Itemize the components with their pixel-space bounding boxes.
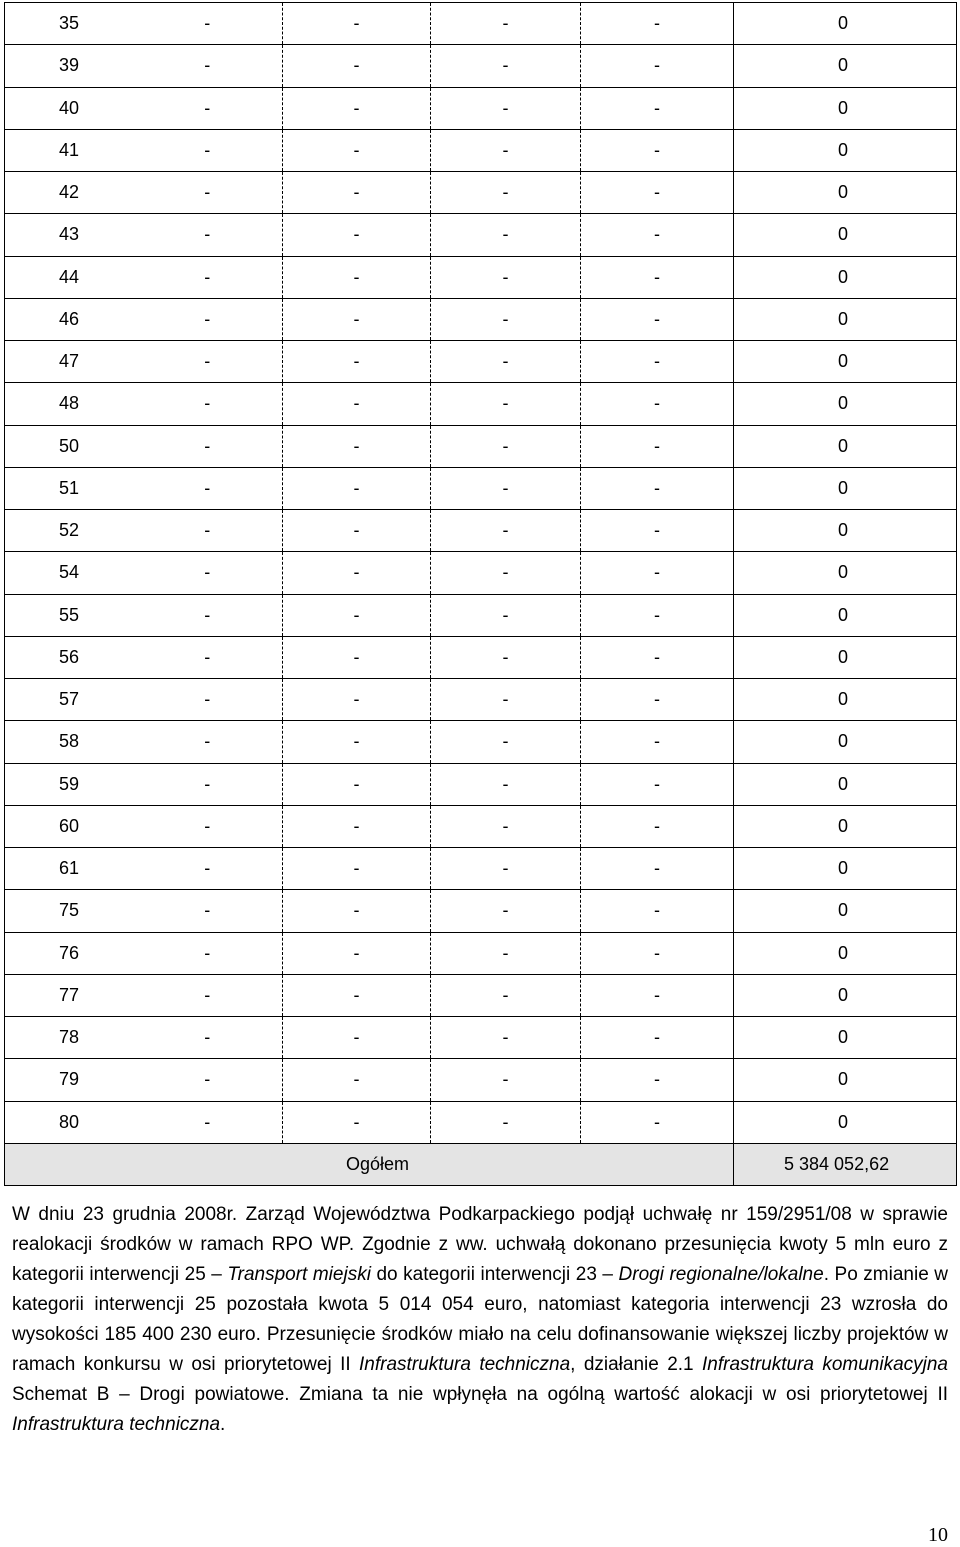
dash-cell: - — [283, 721, 431, 763]
category-code-cell: 56 — [5, 636, 133, 678]
value-cell: 0 — [734, 129, 957, 171]
dash-cell: - — [283, 341, 431, 383]
dash-cell: - — [283, 1017, 431, 1059]
dash-cell: - — [283, 256, 431, 298]
dash-cell: - — [431, 636, 581, 678]
total-row — [5, 1143, 957, 1185]
dash-cell: - — [283, 467, 431, 509]
value-cell: 0 — [734, 932, 957, 974]
category-code-cell: 60 — [5, 805, 133, 847]
dash-cell: - — [133, 298, 283, 340]
dash-cell: - — [133, 721, 283, 763]
dash-cell: - — [133, 763, 283, 805]
value-cell: 0 — [734, 594, 957, 636]
table-row — [5, 1017, 957, 1059]
dash-cell: - — [581, 721, 734, 763]
dash-cell: - — [431, 298, 581, 340]
category-code-cell: 41 — [5, 129, 133, 171]
dash-cell: - — [133, 467, 283, 509]
table-row — [5, 425, 957, 467]
table-row — [5, 298, 957, 340]
category-code-cell: 77 — [5, 974, 133, 1016]
dash-cell: - — [283, 636, 431, 678]
table-row — [5, 679, 957, 721]
dash-cell: - — [133, 1059, 283, 1101]
dash-cell: - — [431, 1101, 581, 1143]
dash-cell: - — [133, 594, 283, 636]
dash-cell: - — [431, 214, 581, 256]
value-cell: 0 — [734, 974, 957, 1016]
dash-cell: - — [581, 932, 734, 974]
table-row — [5, 594, 957, 636]
table-row — [5, 383, 957, 425]
para-text-1: W dniu 23 grudnia 2008r. Zarząd Województwa Podkarpackiego podjął uchwałę nr 159/2951/08 w sprawie realokacji środków w ramach RPO WP. Zgodnie z ww. uchwałą dokonano przesunięcia kwoty 5 mln euro z kategorii interwencji 25 – — [12, 1204, 948, 1285]
value-cell: 0 — [734, 45, 957, 87]
dash-cell: - — [581, 3, 734, 45]
para-italic-4: Infrastruktura komunikacyjna — [702, 1354, 948, 1375]
table-row — [5, 805, 957, 847]
table-row — [5, 932, 957, 974]
table-row — [5, 341, 957, 383]
value-cell: 0 — [734, 1101, 957, 1143]
para-text-3: . Po zmianie w kategorii interwencji 25 pozostała kwota 5 014 054 euro, natomiast kategoria interwencji 23 wzrosła do wysokości 185 400 230 euro. Przesunięcie środków miało na celu dofinansowanie większej liczby projektów w ramach konkursu w osi priorytetowej II — [12, 1264, 949, 1375]
dash-cell: - — [283, 510, 431, 552]
dash-cell: - — [431, 467, 581, 509]
dash-cell: - — [283, 298, 431, 340]
dash-cell: - — [581, 594, 734, 636]
para-italic-5: Infrastruktura techniczna — [12, 1414, 221, 1435]
dash-cell: - — [283, 45, 431, 87]
category-code-cell: 47 — [5, 341, 133, 383]
category-code-cell: 35 — [5, 3, 133, 45]
category-code-cell: 55 — [5, 594, 133, 636]
dash-cell: - — [581, 1017, 734, 1059]
table-row — [5, 890, 957, 932]
dash-cell: - — [133, 805, 283, 847]
dash-cell: - — [431, 45, 581, 87]
dash-cell: - — [581, 256, 734, 298]
category-code-cell: 78 — [5, 1017, 133, 1059]
dash-cell: - — [431, 890, 581, 932]
category-code-cell: 44 — [5, 256, 133, 298]
category-code-cell: 61 — [5, 848, 133, 890]
dash-cell: - — [431, 552, 581, 594]
dash-cell: - — [283, 383, 431, 425]
category-code-cell: 80 — [5, 1101, 133, 1143]
value-cell: 0 — [734, 341, 957, 383]
dash-cell: - — [431, 679, 581, 721]
table-row — [5, 552, 957, 594]
value-cell: 0 — [734, 510, 957, 552]
dash-cell: - — [283, 129, 431, 171]
category-code-cell: 58 — [5, 721, 133, 763]
table-row — [5, 1101, 957, 1143]
dash-cell: - — [581, 214, 734, 256]
dash-cell: - — [581, 129, 734, 171]
table-row — [5, 510, 957, 552]
allocation-table — [4, 2, 957, 1186]
table-row — [5, 721, 957, 763]
para-text-6: . — [220, 1414, 226, 1435]
dash-cell: - — [581, 87, 734, 129]
table-row — [5, 974, 957, 1016]
category-code-cell: 75 — [5, 890, 133, 932]
category-code-cell: 40 — [5, 87, 133, 129]
dash-cell: - — [581, 298, 734, 340]
dash-cell: - — [283, 932, 431, 974]
dash-cell: - — [431, 3, 581, 45]
dash-cell: - — [431, 172, 581, 214]
dash-cell: - — [283, 172, 431, 214]
dash-cell: - — [581, 974, 734, 1016]
dash-cell: - — [133, 3, 283, 45]
dash-cell: - — [133, 341, 283, 383]
dash-cell: - — [431, 1059, 581, 1101]
table-row — [5, 45, 957, 87]
dash-cell: - — [581, 1059, 734, 1101]
category-code-cell: 76 — [5, 932, 133, 974]
dash-cell: - — [133, 1017, 283, 1059]
dash-cell: - — [431, 256, 581, 298]
dash-cell: - — [431, 510, 581, 552]
dash-cell: - — [431, 425, 581, 467]
dash-cell: - — [431, 848, 581, 890]
page-number: 10 — [928, 1524, 948, 1546]
dash-cell: - — [133, 425, 283, 467]
dash-cell: - — [431, 1017, 581, 1059]
dash-cell: - — [133, 172, 283, 214]
table-row — [5, 3, 957, 45]
value-cell: 0 — [734, 298, 957, 340]
value-cell: 0 — [734, 383, 957, 425]
dash-cell: - — [581, 552, 734, 594]
dash-cell: - — [133, 1101, 283, 1143]
value-cell: 0 — [734, 1059, 957, 1101]
category-code-cell: 52 — [5, 510, 133, 552]
dash-cell: - — [581, 763, 734, 805]
value-cell: 0 — [734, 3, 957, 45]
category-code-cell: 42 — [5, 172, 133, 214]
category-code-cell: 79 — [5, 1059, 133, 1101]
value-cell: 0 — [734, 425, 957, 467]
value-cell: 0 — [734, 721, 957, 763]
dash-cell: - — [431, 87, 581, 129]
dash-cell: - — [283, 552, 431, 594]
dash-cell: - — [133, 890, 283, 932]
dash-cell: - — [283, 1059, 431, 1101]
category-code-cell: 51 — [5, 467, 133, 509]
dash-cell: - — [283, 848, 431, 890]
category-code-cell: 59 — [5, 763, 133, 805]
dash-cell: - — [431, 721, 581, 763]
dash-cell: - — [283, 974, 431, 1016]
dash-cell: - — [581, 383, 734, 425]
category-code-cell: 43 — [5, 214, 133, 256]
dash-cell: - — [581, 467, 734, 509]
table-row — [5, 214, 957, 256]
dash-cell: - — [133, 552, 283, 594]
category-code-cell: 48 — [5, 383, 133, 425]
realocation-paragraph — [12, 1200, 948, 1440]
dash-cell: - — [581, 172, 734, 214]
table-row — [5, 848, 957, 890]
dash-cell: - — [431, 594, 581, 636]
value-cell: 0 — [734, 87, 957, 129]
dash-cell: - — [431, 932, 581, 974]
value-cell: 0 — [734, 890, 957, 932]
dash-cell: - — [133, 848, 283, 890]
table-row — [5, 87, 957, 129]
value-cell: 0 — [734, 805, 957, 847]
dash-cell: - — [283, 594, 431, 636]
value-cell: 0 — [734, 256, 957, 298]
dash-cell: - — [133, 932, 283, 974]
dash-cell: - — [581, 890, 734, 932]
dash-cell: - — [283, 425, 431, 467]
dash-cell: - — [133, 636, 283, 678]
dash-cell: - — [133, 87, 283, 129]
dash-cell: - — [133, 510, 283, 552]
total-label: Ogółem — [5, 1143, 734, 1185]
value-cell: 0 — [734, 1017, 957, 1059]
value-cell: 0 — [734, 679, 957, 721]
dash-cell: - — [431, 129, 581, 171]
dash-cell: - — [581, 45, 734, 87]
table-row — [5, 467, 957, 509]
table-row — [5, 256, 957, 298]
value-cell: 0 — [734, 467, 957, 509]
category-code-cell: 50 — [5, 425, 133, 467]
dash-cell: - — [133, 679, 283, 721]
value-cell: 0 — [734, 552, 957, 594]
dash-cell: - — [581, 636, 734, 678]
dash-cell: - — [581, 679, 734, 721]
dash-cell: - — [283, 763, 431, 805]
dash-cell: - — [431, 341, 581, 383]
table-row — [5, 763, 957, 805]
value-cell: 0 — [734, 763, 957, 805]
table-row — [5, 636, 957, 678]
category-code-cell: 39 — [5, 45, 133, 87]
dash-cell: - — [581, 805, 734, 847]
value-cell: 0 — [734, 172, 957, 214]
dash-cell: - — [283, 214, 431, 256]
para-italic-1: Transport miejski — [227, 1264, 371, 1285]
para-text-5: Schemat B – Drogi powiatowe. Zmiana ta nie wpłynęła na ogólną wartość alokacji w osi priorytetowej II — [12, 1384, 948, 1405]
dash-cell: - — [283, 805, 431, 847]
category-code-cell: 57 — [5, 679, 133, 721]
dash-cell: - — [581, 1101, 734, 1143]
table-row — [5, 129, 957, 171]
value-cell: 0 — [734, 848, 957, 890]
dash-cell: - — [431, 974, 581, 1016]
dash-cell: - — [133, 256, 283, 298]
dash-cell: - — [283, 679, 431, 721]
dash-cell: - — [133, 383, 283, 425]
dash-cell: - — [133, 45, 283, 87]
para-italic-2: Drogi regionalne/lokalne — [618, 1264, 824, 1285]
value-cell: 0 — [734, 214, 957, 256]
dash-cell: - — [133, 214, 283, 256]
dash-cell: - — [581, 341, 734, 383]
dash-cell: - — [581, 848, 734, 890]
dash-cell: - — [283, 3, 431, 45]
dash-cell: - — [581, 510, 734, 552]
dash-cell: - — [431, 383, 581, 425]
dash-cell: - — [283, 87, 431, 129]
dash-cell: - — [133, 974, 283, 1016]
table-row — [5, 1059, 957, 1101]
dash-cell: - — [283, 890, 431, 932]
dash-cell: - — [431, 763, 581, 805]
value-cell: 0 — [734, 636, 957, 678]
dash-cell: - — [283, 1101, 431, 1143]
dash-cell: - — [431, 805, 581, 847]
category-code-cell: 54 — [5, 552, 133, 594]
dash-cell: - — [581, 425, 734, 467]
para-text-4: , działanie 2.1 — [570, 1354, 703, 1375]
para-italic-3: Infrastruktura techniczna — [359, 1354, 571, 1375]
dash-cell: - — [133, 129, 283, 171]
category-code-cell: 46 — [5, 298, 133, 340]
para-text-2: do kategorii interwencji 23 – — [370, 1264, 619, 1285]
total-value: 5 384 052,62 — [734, 1143, 957, 1185]
table-row — [5, 172, 957, 214]
